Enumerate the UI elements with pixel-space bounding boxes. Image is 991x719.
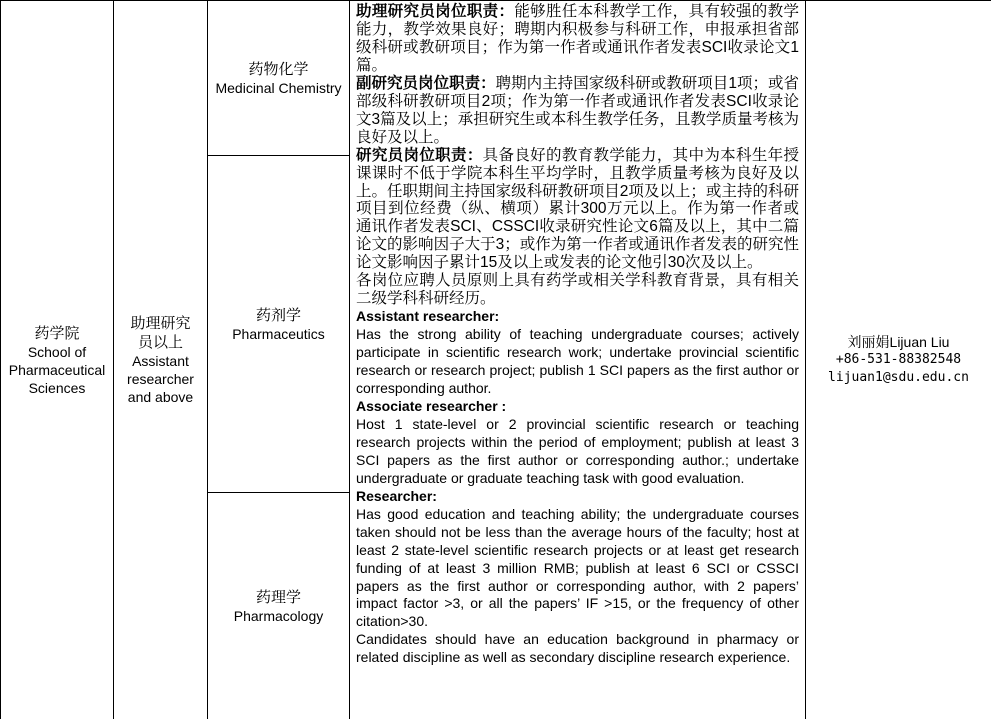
position-level-zh: 助理研究员以上: [130, 315, 191, 351]
department-en: Pharmacology: [233, 607, 324, 624]
duty-researcher-en-text: Has good education and teaching ability; the undergraduate courses taken should not be less than the average hours of the faculty; host at least 2 state-level scientific research projects or at least get research funding of at least 3 million RMB; publish at least 6 SCI or CSSCI papers as the first author or corresponding author, with 2 papers’ impact factor >3, or all the papers’ IF >15, or the frequency of other citation>30.: [356, 505, 799, 630]
duty-researcher-en-heading: Researcher:: [356, 487, 437, 504]
department-cell-pharmacology: [208, 493, 349, 719]
duty-assistant-en-text: Has the strong ability of teaching undergraduate courses; actively participate in scientific research work; undertake provincial scientific research or research project; publish 1 SCI papers as the first author or corresponding author.: [356, 326, 799, 397]
duty-associate-en-text: Host 1 state-level or 2 provincial scientific research or teaching research projects within the period of employment; publish at least 3 SCI papers as the first author or corresponding author.; undertake undergraduate or graduate teaching task with good evaluation.: [356, 415, 799, 486]
department-en: Pharmaceutics: [232, 325, 325, 342]
duty-assistant-zh: [356, 3, 799, 75]
college-cell: [1, 1, 113, 719]
duty-researcher-zh-text: 具备良好的教育教学能力，其中为本科生年授课课时不低于学院本科生平均学时，且教学质量考核为良好及以上。任职期间主持国家级科研教研项目2项及以上；或主持的科研项目到位经费（纵、横项）累计300万元以上。作为第一作者或通讯作者发表SCI、CSSCI收录研究性论文6篇及以上，其中二篇论文的影响因子大于3；或作为第一作者或通讯作者发表的研究性论文影响因子累计15及以上或发表的论文他引30次及以上。: [356, 146, 799, 272]
duty-assistant-zh-text: 能够胜任本科教学工作，具有较强的教学能力，教学效果良好；聘期内积极参与科研工作，申报承担省部级科研或教研项目；作为第一作者或通讯作者发表SCI收录论文1篇。: [356, 3, 799, 74]
duty-associate-zh: [356, 75, 799, 147]
college-name-zh: 药学院: [34, 324, 80, 342]
contact-cell: [806, 1, 991, 719]
duty-researcher-zh: [356, 147, 799, 273]
department-zh: 药剂学: [255, 306, 301, 324]
department-cell-medicinal-chemistry: [208, 1, 349, 155]
department-en: Medicinal Chemistry: [215, 79, 342, 96]
duty-general-zh: 各岗位应聘人员原则上具有药学或相关学科教育背景，具有相关二级学科科研经历。: [356, 272, 799, 308]
department-cell-pharmaceutics: [208, 156, 349, 492]
duty-associate-zh-lead: 副研究员岗位职责：: [356, 74, 496, 92]
college-name-en: School of Pharmaceutical Sciences: [8, 343, 106, 396]
duties-cell: [350, 1, 805, 718]
duty-assistant-zh-lead: 助理研究员岗位职责：: [356, 3, 515, 20]
duty-associate-zh-text: 聘期内主持国家级科研或教研项目1项；或省部级科研教研项目2项；作为第一作者或通讯作者发表SCI收录论文3篇及以上；承担研究生或本科生教学任务，且教学质量考核为良好及以上。: [356, 74, 799, 146]
contact-email: lijuan1@sdu.edu.cn: [828, 370, 969, 385]
department-zh: 药理学: [255, 588, 301, 606]
duty-researcher-zh-lead: 研究员岗位职责：: [356, 146, 483, 164]
duty-associate-en-heading: Associate researcher :: [356, 397, 507, 414]
position-level-cell: [114, 1, 207, 719]
department-zh: 药物化学: [248, 60, 309, 78]
contact-name: 刘丽娟Lijuan Liu: [847, 334, 950, 350]
contact-phone: +86-531-88382548: [835, 352, 962, 367]
position-level-en: Assistant researcher and above: [127, 353, 194, 405]
duty-candidates-en-text: Candidates should have an education background in pharmacy or related discipline as well as secondary discipline research experience.: [356, 631, 799, 666]
duty-assistant-en-heading: Assistant researcher:: [356, 308, 500, 325]
